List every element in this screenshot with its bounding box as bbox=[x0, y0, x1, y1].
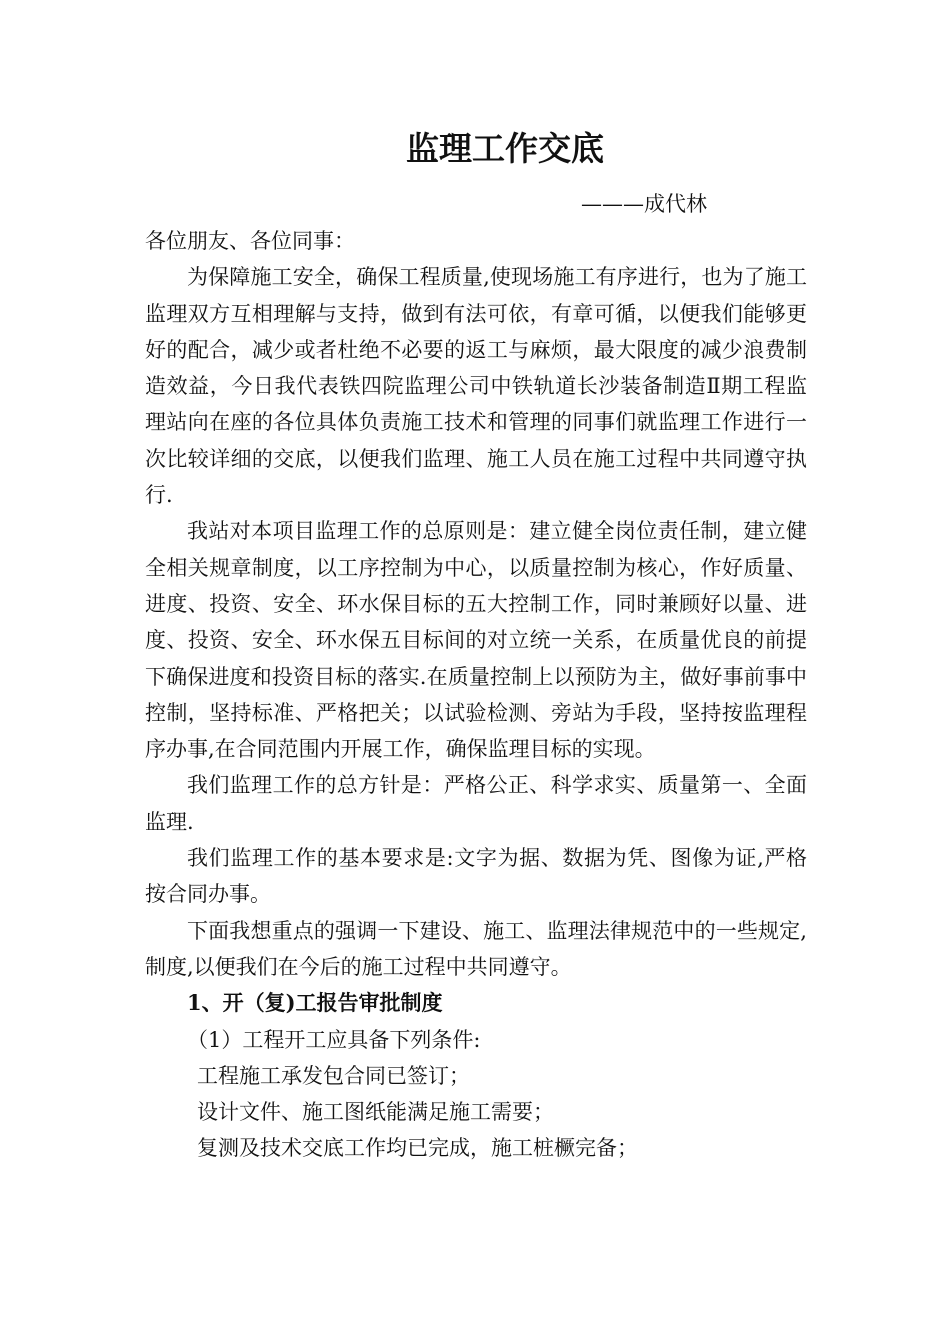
paragraph-requirements: 我们监理工作的基本要求是:文字为据、数据为凭、图像为证,严格按合同办事。 bbox=[145, 846, 807, 907]
list-item: 工程施工承发包合同已签订； bbox=[197, 1063, 470, 1088]
list-item: 复测及技术交底工作均已完成，施工桩橛完备； bbox=[197, 1136, 638, 1161]
section-heading: 1、开（复)工报告审批制度 bbox=[187, 990, 443, 1016]
paragraph-principles: 我站对本项目监理工作的总原则是：建立健全岗位责任制，建立健全相关规章制度，以工序控制为中心，以质量控制为核心，作好质量、进度、投资、安全、环水保目标的五大控制工作，同时兼顾好以量、进度、投资、安全、环水保五目标间的对立统一关系，在质量优良的前提下确保进度和投资目标的落实.在质量控制上以预防为主，做好事前事中控制，坚持标准、严格把关；以试验检测、旁站为手段，坚持按监理程序办事,在合同范围内开展工作，确保监理目标的实现。 bbox=[145, 519, 807, 762]
subsection-heading: （1）工程开工应具备下列条件: bbox=[187, 1027, 481, 1052]
list-item: 设计文件、施工图纸能满足施工需要； bbox=[197, 1100, 554, 1125]
author-signature: ———成代林 bbox=[581, 192, 707, 216]
paragraph-emphasis: 下面我想重点的强调一下建设、施工、监理法律规范中的一些规定,制度,以便我们在今后的施工过程中共同遵守。 bbox=[145, 918, 807, 979]
document-body bbox=[145, 223, 807, 1167]
greeting: 各位朋友、各位同事： bbox=[145, 229, 355, 253]
document-title: 监理工作交底 bbox=[406, 129, 604, 168]
paragraph-purpose: 为保障施工安全，确保工程质量,使现场施工有序进行，也为了施工监理双方互相理解与支持，做到有法可依，有章可循，以便我们能够更好的配合，减少或者杜绝不必要的返工与麻烦，最大限度的减少浪费制造效益，今日我代表铁四院监理公司中铁轨道长沙装备制造Ⅱ期工程监理站向在座的各位具体负责施工技术和管理的同事们就监理工作进行一次比较详细的交底，以便我们监理、施工人员在施工过程中共同遵守执行. bbox=[145, 265, 807, 508]
paragraph-policy: 我们监理工作的总方针是：严格公正、科学求实、质量第一、全面监理. bbox=[145, 773, 807, 834]
